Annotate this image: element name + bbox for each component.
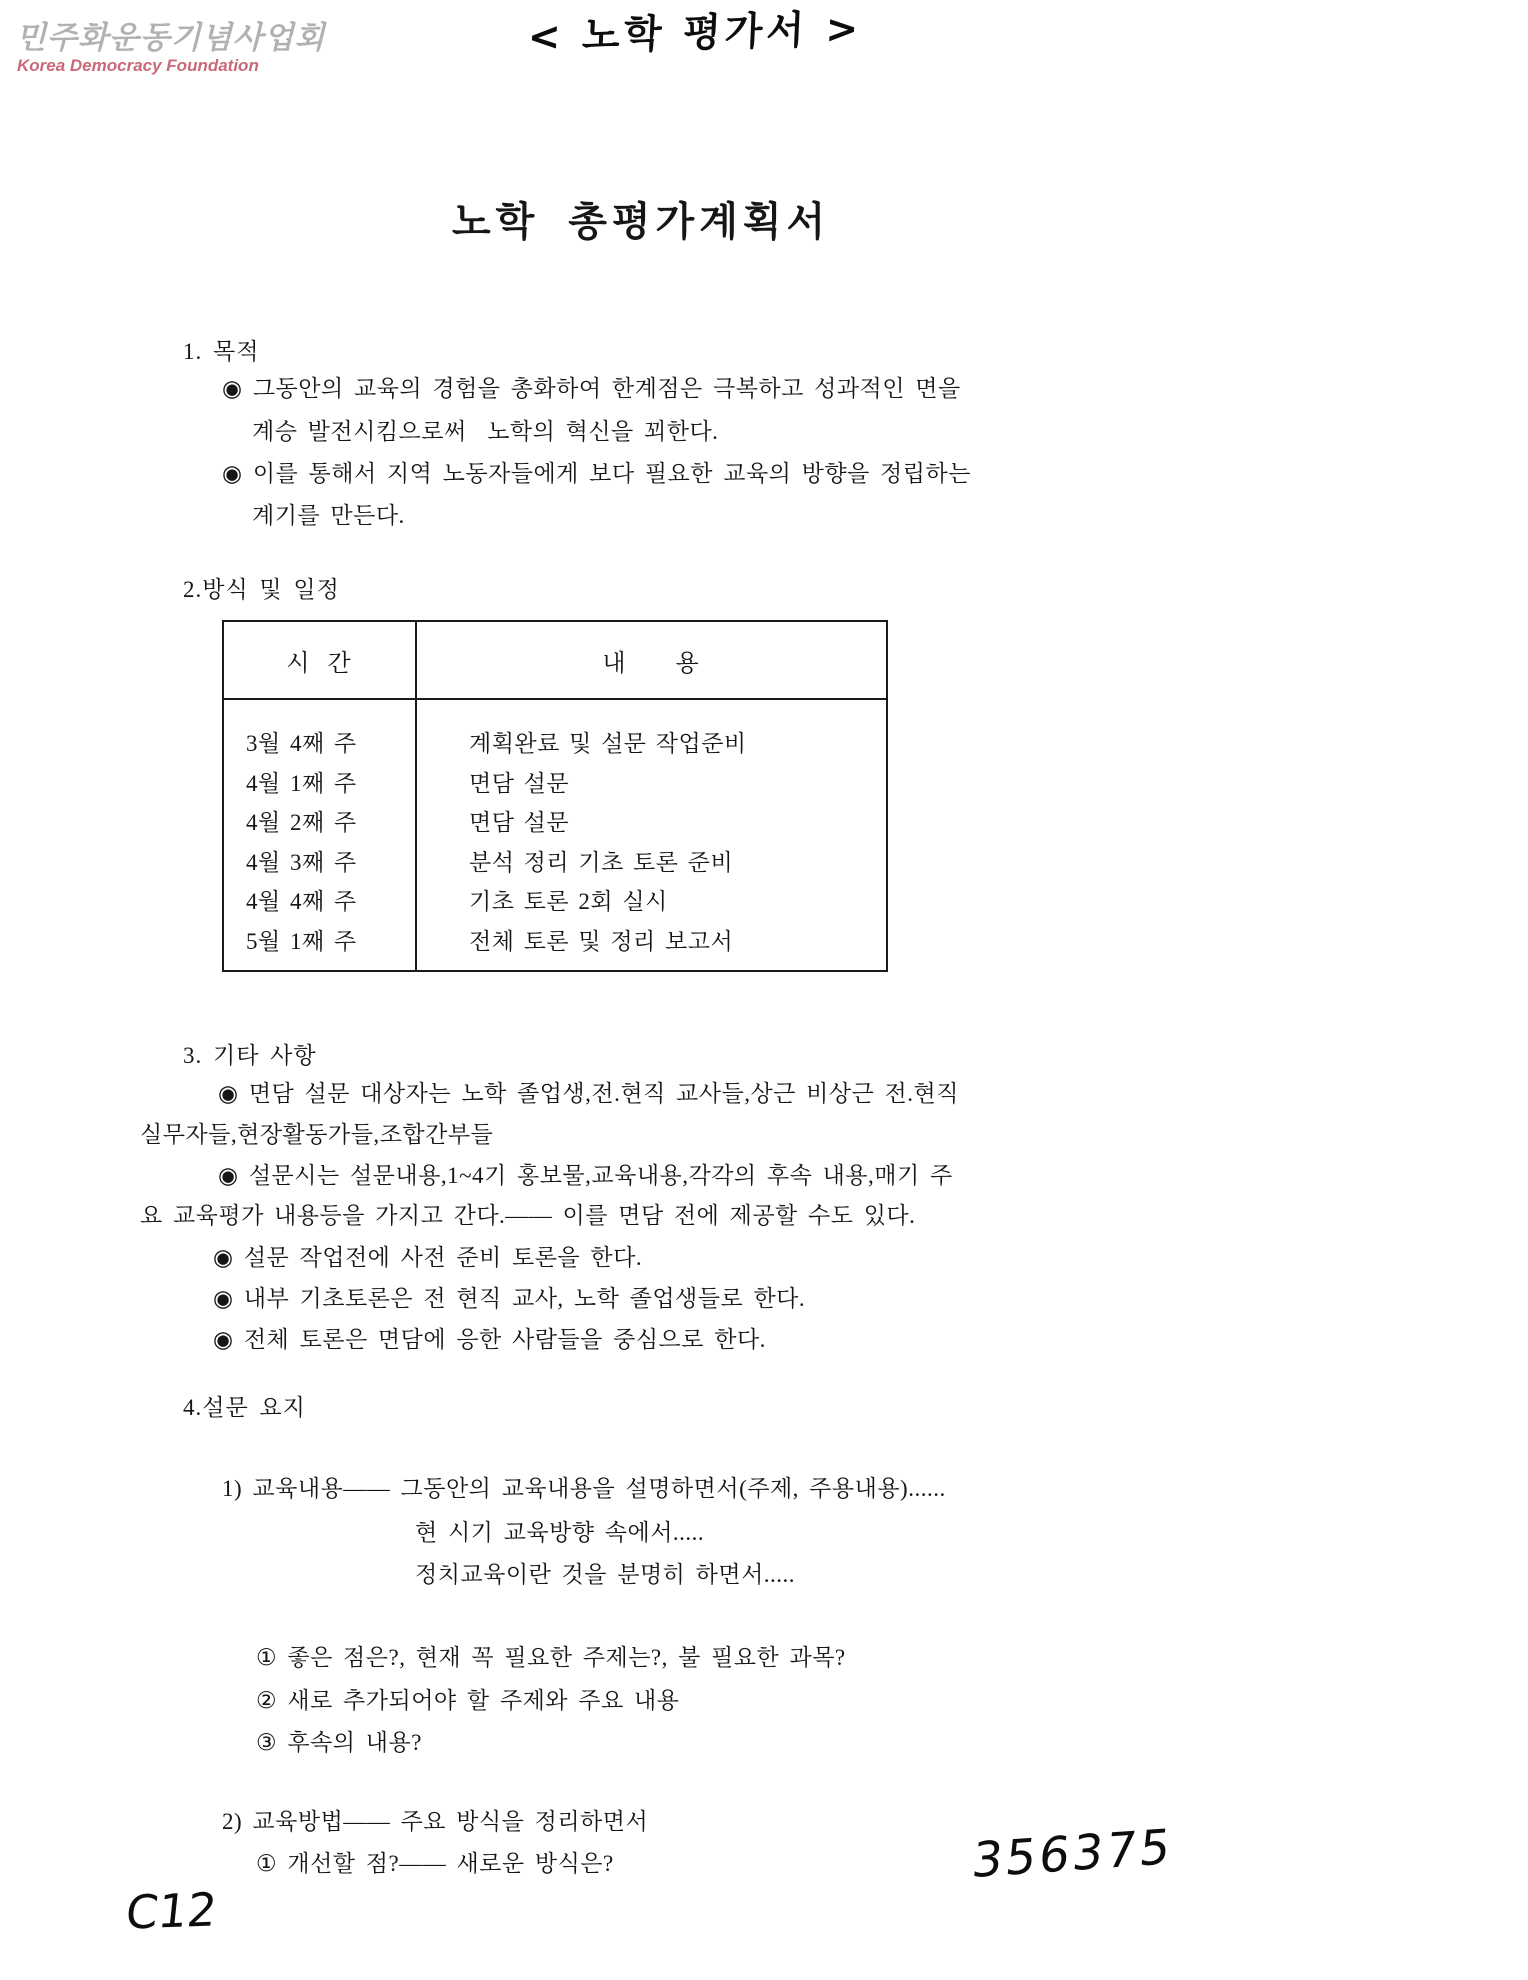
schedule-table-header-time: 시 간	[224, 622, 417, 698]
page-title: 노학 총평가계획서	[452, 199, 831, 244]
table-cell-content: 면담 설문	[469, 770, 570, 796]
section2-heading: 2.방식 및 일정	[183, 577, 340, 602]
schedule-table-time-column	[224, 700, 417, 970]
foundation-logo-korean: 민주화운동기념사업회	[16, 20, 326, 56]
section3-line: ◉ 면담 설문 대상자는 노학 졸업생,전.현직 교사들,상근 비상근 전.현직	[218, 1081, 959, 1106]
table-cell-time: 4월 1째 주	[246, 770, 357, 796]
table-cell-time: 4월 3째 주	[246, 849, 357, 875]
table-cell-time: 3월 4째 주	[246, 731, 357, 756]
schedule-table-header-row	[224, 622, 886, 700]
section3-line: ◉ 설문 작업전에 사전 준비 토론을 한다.	[213, 1245, 643, 1270]
section3-line: 요 교육평가 내용등을 가지고 간다.—— 이를 면담 전에 제공할 수도 있다.	[140, 1203, 916, 1228]
foundation-logo-english: Korea Democracy Foundation	[17, 56, 259, 75]
section3-line: 실무자들,현장활동가들,조합간부들	[140, 1122, 494, 1147]
section4-line: 현 시기 교육방향 속에서.....	[415, 1520, 705, 1545]
section1-line: ◉ 그동안의 교육의 경험을 총화하여 한계점은 극복하고 성과적인 면을	[222, 376, 961, 401]
section1-line: ◉ 이를 통해서 지역 노동자들에게 보다 필요한 교육의 방향을 정립하는	[222, 461, 971, 486]
schedule-table-content-column	[417, 700, 886, 970]
section3-line: ◉ 설문시는 설문내용,1~4기 홍보물,교육내용,각각의 후속 내용,매기 주	[218, 1163, 953, 1188]
table-cell-content: 기초 토론 2회 실시	[469, 889, 668, 914]
section4-numbered-item: ① 개선할 점?—— 새로운 방식은?	[256, 1851, 614, 1876]
handwritten-archive-code: C12	[123, 1882, 220, 1940]
handwritten-page-number: 356375	[969, 1818, 1176, 1890]
table-cell-time: 4월 2째 주	[246, 810, 357, 835]
schedule-table	[222, 620, 888, 972]
table-cell-content: 전체 토론 및 정리 보고서	[469, 928, 734, 954]
section4-line: 정치교육이란 것을 분명히 하면서.....	[415, 1562, 796, 1587]
table-cell-content: 계획완료 및 설문 작업준비	[469, 731, 747, 756]
section3-line: ◉ 내부 기초토론은 전 현직 교사, 노학 졸업생들로 한다.	[213, 1286, 806, 1311]
section4-heading: 4.설문 요지	[183, 1395, 306, 1420]
section3-line: ◉ 전체 토론은 면담에 응한 사람들을 중심으로 한다.	[213, 1327, 766, 1352]
section3-heading: 3. 기타 사항	[183, 1043, 317, 1068]
schedule-table-header-content: 내 용	[602, 650, 701, 677]
table-cell-content: 분석 정리 기초 토론 준비	[469, 849, 734, 875]
section1-line: 계기를 만든다.	[252, 503, 405, 528]
section4-line: 2) 교육방법—— 주요 방식을 정리하면서	[222, 1809, 649, 1834]
table-cell-content: 면담 설문	[469, 810, 570, 835]
section4-numbered-item: ② 새로 추가되어야 할 주제와 주요 내용	[256, 1688, 680, 1713]
table-cell-time: 4월 4째 주	[246, 889, 357, 914]
schedule-table-body	[224, 700, 886, 970]
table-cell-time: 5월 1째 주	[246, 928, 357, 954]
section1-line: 계승 발전시킴으로써 노학의 혁신을 꾀한다.	[252, 419, 719, 444]
section1-heading: 1. 목적	[183, 339, 260, 364]
section4-numbered-item: ③ 후속의 내용?	[256, 1730, 422, 1755]
handwritten-document-label: < 노학 평가서 >	[526, 6, 864, 61]
section4-numbered-item: ① 좋은 점은?, 현재 꼭 필요한 주제는?, 불 필요한 과목?	[256, 1645, 846, 1670]
section4-line: 1) 교육내용—— 그동안의 교육내용을 설명하면서(주제, 주용내용)......	[222, 1476, 946, 1501]
